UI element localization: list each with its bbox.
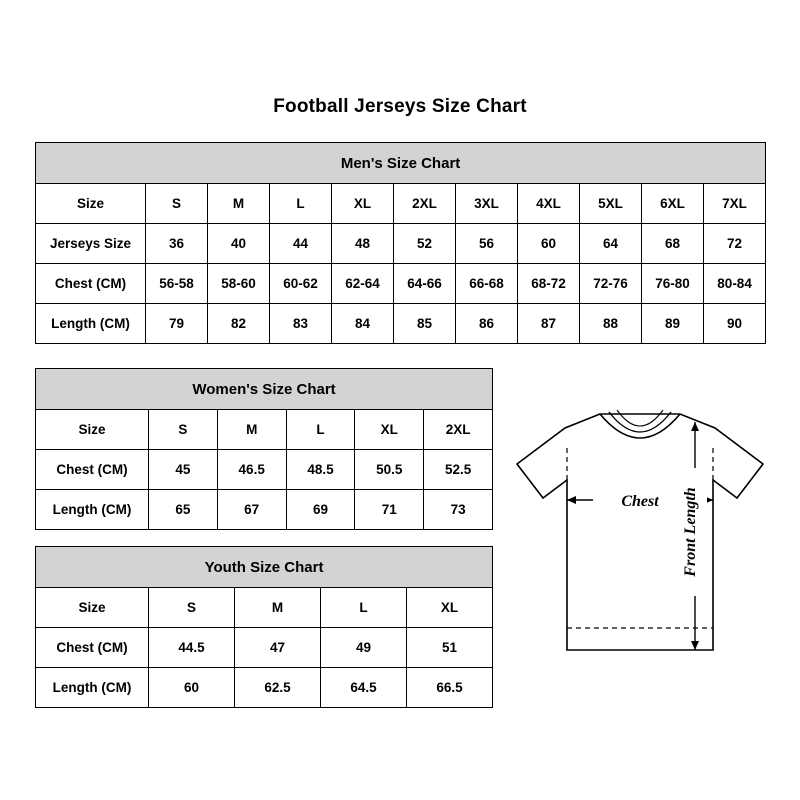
table-row: [36, 410, 493, 450]
row-label: Size: [36, 184, 146, 224]
cell: 68-72: [518, 264, 580, 304]
cell: M: [235, 588, 321, 628]
cell: 80-84: [704, 264, 766, 304]
row-label: Length (CM): [36, 668, 149, 708]
cell: 40: [208, 224, 270, 264]
jersey-collar-inner: [609, 412, 671, 432]
cell: 46.5: [217, 450, 286, 490]
cell: 2XL: [424, 410, 493, 450]
cell: 65: [149, 490, 218, 530]
cell: 67: [217, 490, 286, 530]
cell: 62.5: [235, 668, 321, 708]
cell: 87: [518, 304, 580, 344]
cell: XL: [355, 410, 424, 450]
cell: 62-64: [332, 264, 394, 304]
cell: 64: [580, 224, 642, 264]
table-row: [36, 224, 766, 264]
row-label: Size: [36, 410, 149, 450]
cell: 83: [270, 304, 332, 344]
mens-size-chart-table: [35, 142, 766, 344]
table-row: [36, 450, 493, 490]
length-arrow-bottom: [691, 641, 699, 650]
table-row: [36, 304, 766, 344]
cell: 79: [146, 304, 208, 344]
row-label: Length (CM): [36, 304, 146, 344]
cell: 5XL: [580, 184, 642, 224]
womens-size-chart-table: [35, 368, 493, 530]
cell: 72-76: [580, 264, 642, 304]
cell: 56: [456, 224, 518, 264]
cell: XL: [407, 588, 493, 628]
row-label: Chest (CM): [36, 628, 149, 668]
cell: 4XL: [518, 184, 580, 224]
cell: 82: [208, 304, 270, 344]
cell: 36: [146, 224, 208, 264]
row-label: Jerseys Size: [36, 224, 146, 264]
cell: 76-80: [642, 264, 704, 304]
row-label: Chest (CM): [36, 450, 149, 490]
cell: 44: [270, 224, 332, 264]
cell: 66.5: [407, 668, 493, 708]
cell: 50.5: [355, 450, 424, 490]
cell: L: [321, 588, 407, 628]
page-title: Football Jerseys Size Chart: [273, 96, 527, 117]
front-length-label: Front Length: [682, 487, 699, 577]
table-row: [36, 184, 766, 224]
cell: 52: [394, 224, 456, 264]
table-row: [36, 628, 493, 668]
row-label: Size: [36, 588, 149, 628]
cell: 71: [355, 490, 424, 530]
cell: M: [217, 410, 286, 450]
cell: 69: [286, 490, 355, 530]
row-label: Chest (CM): [36, 264, 146, 304]
cell: XL: [332, 184, 394, 224]
cell: 49: [321, 628, 407, 668]
cell: 48: [332, 224, 394, 264]
cell: S: [149, 588, 235, 628]
cell: 48.5: [286, 450, 355, 490]
cell: 44.5: [149, 628, 235, 668]
cell: L: [270, 184, 332, 224]
table-section-header-row: [36, 143, 766, 184]
jersey-diagram: [505, 400, 775, 690]
length-arrow-top: [691, 422, 699, 431]
cell: 60: [149, 668, 235, 708]
cell: 64.5: [321, 668, 407, 708]
cell: M: [208, 184, 270, 224]
cell: 73: [424, 490, 493, 530]
table-row: [36, 264, 766, 304]
chest-arrow-left: [567, 496, 576, 504]
cell: 45: [149, 450, 218, 490]
cell: 66-68: [456, 264, 518, 304]
cell: 47: [235, 628, 321, 668]
cell: 56-58: [146, 264, 208, 304]
mens-chart-heading: Men's Size Chart: [36, 143, 766, 184]
table-section-header-row: [36, 369, 493, 410]
jersey-outline: [517, 414, 763, 650]
chest-label: Chest: [621, 493, 659, 510]
cell: S: [146, 184, 208, 224]
youth-chart-heading: Youth Size Chart: [36, 547, 493, 588]
cell: 84: [332, 304, 394, 344]
cell: 68: [642, 224, 704, 264]
cell: 72: [704, 224, 766, 264]
youth-size-chart-table: [35, 546, 493, 708]
table-row: [36, 588, 493, 628]
cell: 58-60: [208, 264, 270, 304]
cell: 6XL: [642, 184, 704, 224]
cell: S: [149, 410, 218, 450]
cell: 3XL: [456, 184, 518, 224]
jersey-collar-inner-2: [617, 410, 663, 426]
table-row: [36, 490, 493, 530]
cell: 89: [642, 304, 704, 344]
row-label: Length (CM): [36, 490, 149, 530]
cell: 64-66: [394, 264, 456, 304]
womens-chart-heading: Women's Size Chart: [36, 369, 493, 410]
cell: L: [286, 410, 355, 450]
table-section-header-row: [36, 547, 493, 588]
cell: 2XL: [394, 184, 456, 224]
cell: 51: [407, 628, 493, 668]
cell: 85: [394, 304, 456, 344]
cell: 60-62: [270, 264, 332, 304]
cell: 90: [704, 304, 766, 344]
cell: 86: [456, 304, 518, 344]
table-row: [36, 668, 493, 708]
cell: 7XL: [704, 184, 766, 224]
cell: 52.5: [424, 450, 493, 490]
cell: 88: [580, 304, 642, 344]
cell: 60: [518, 224, 580, 264]
